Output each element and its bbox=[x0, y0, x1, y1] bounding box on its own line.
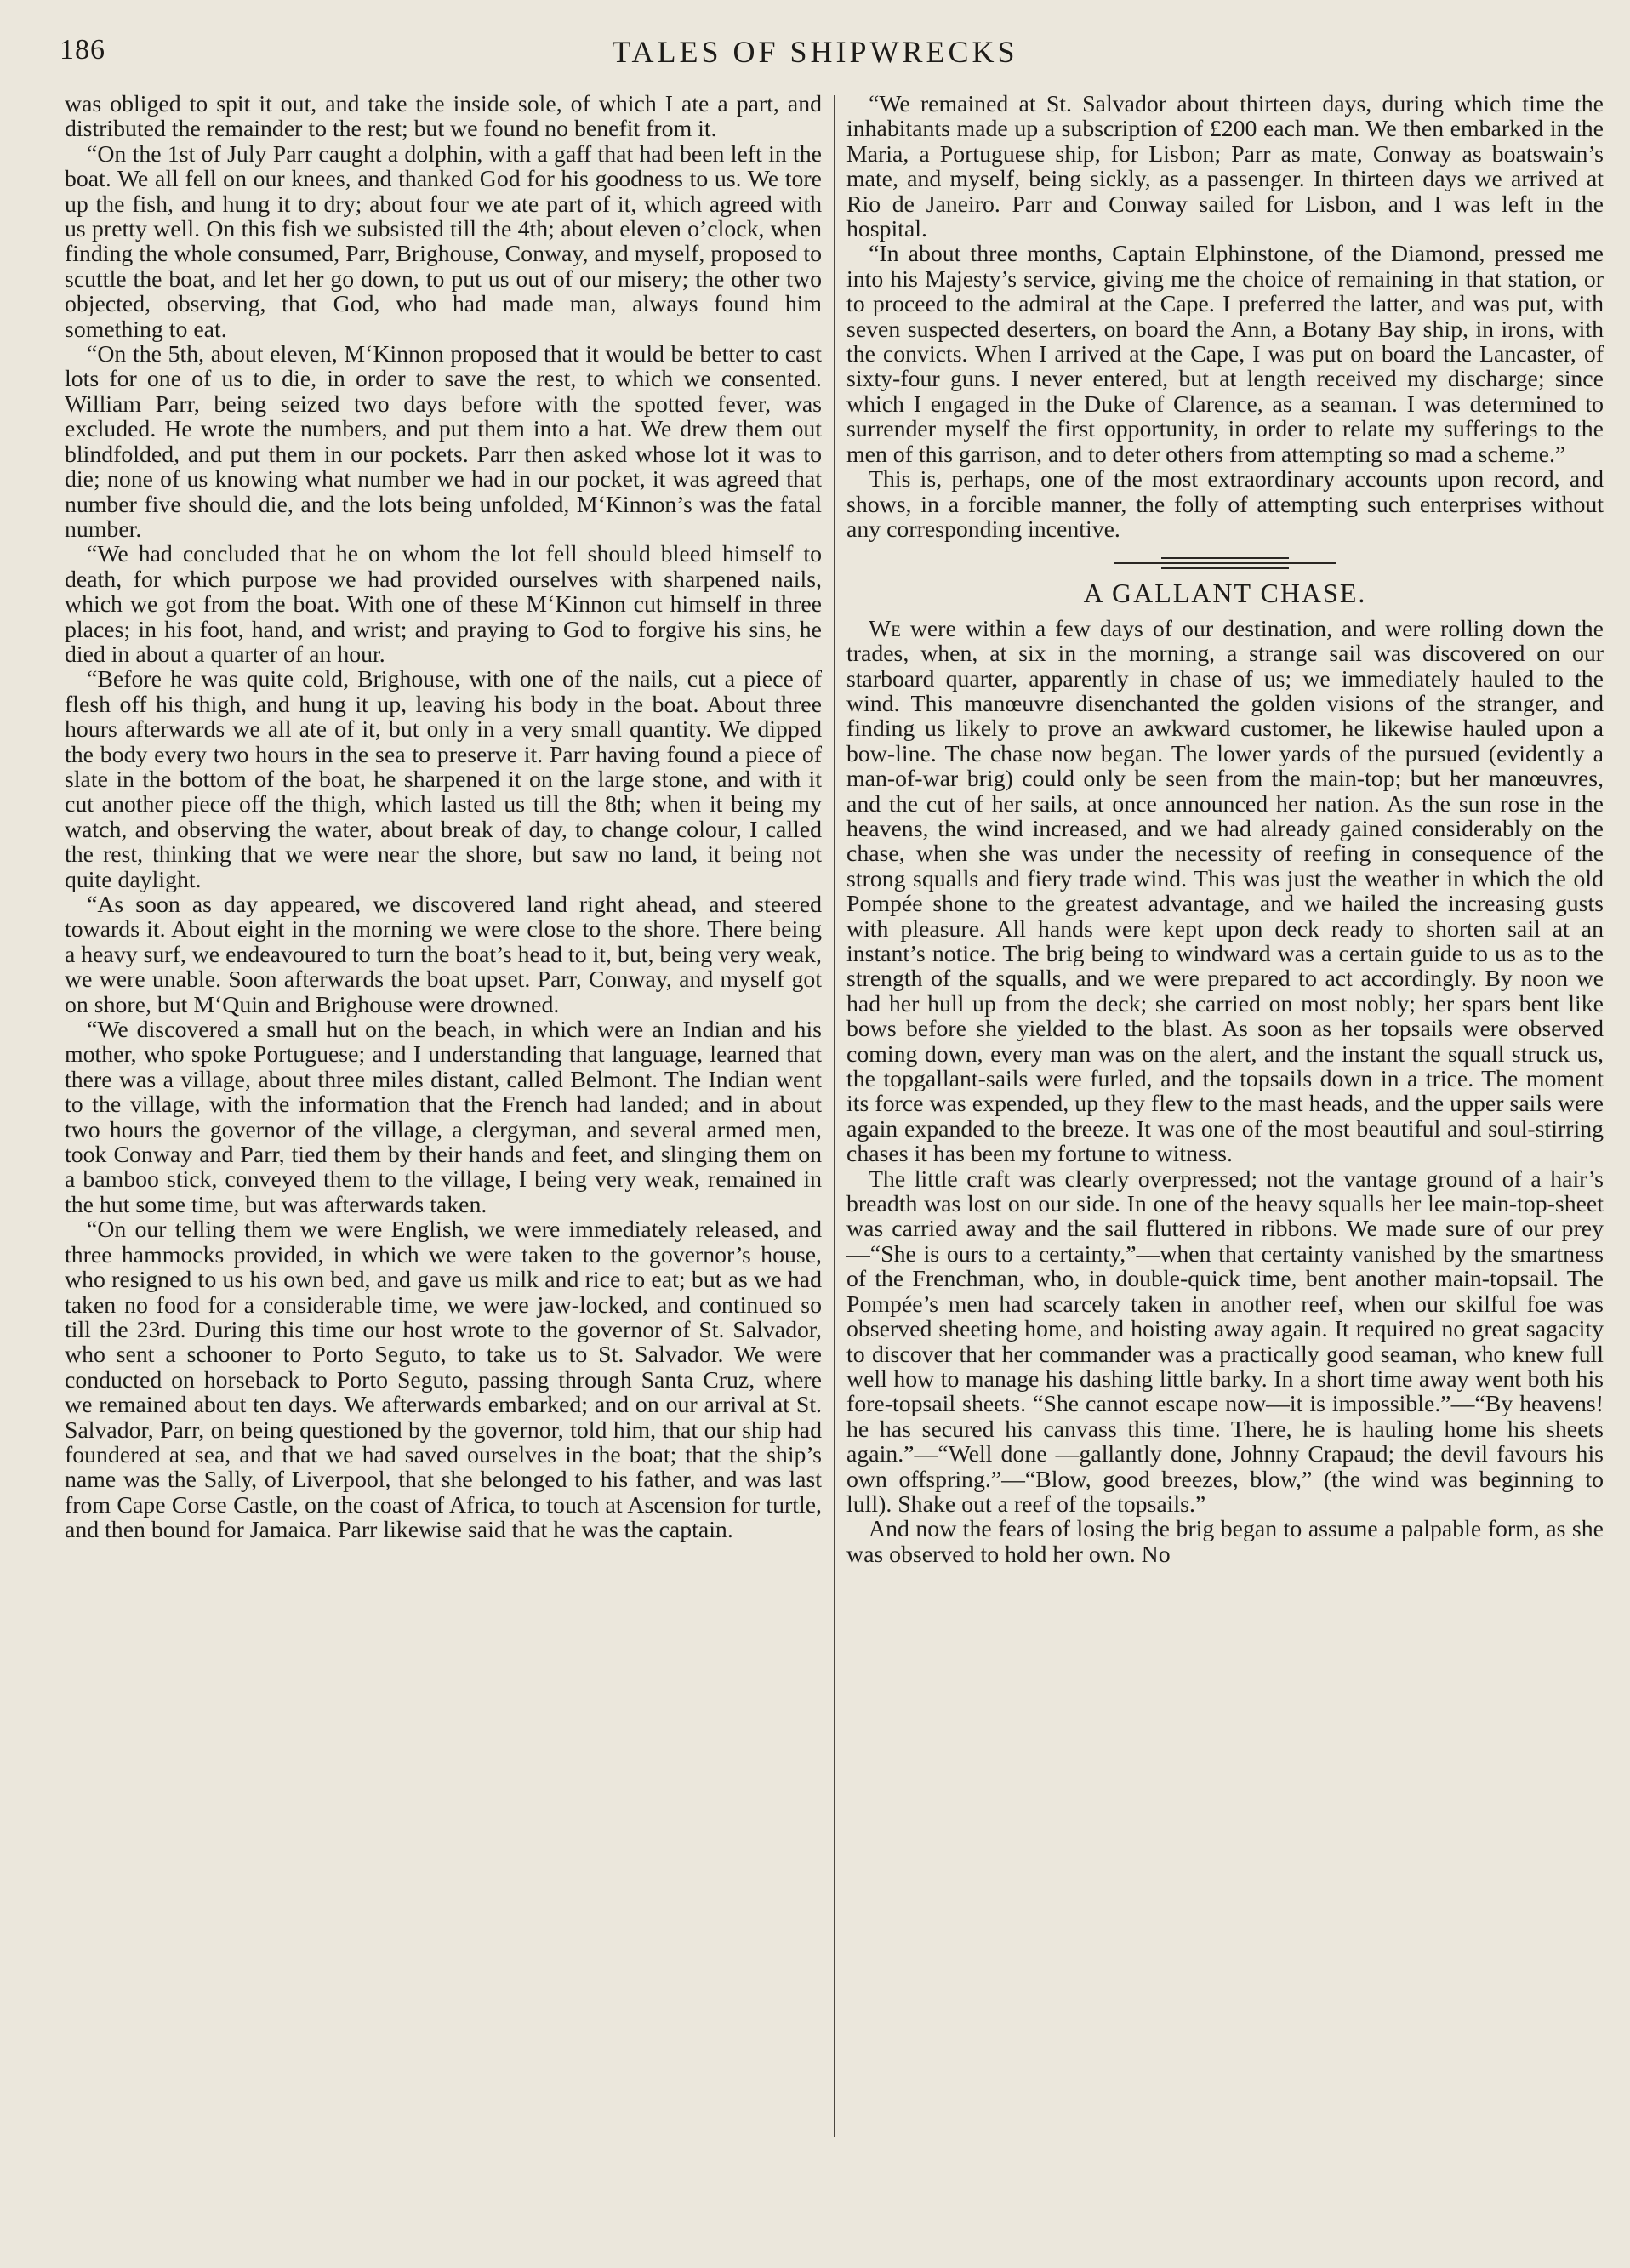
drop-word: We bbox=[869, 615, 901, 642]
section-ornament bbox=[1114, 557, 1336, 569]
paragraph: “We had concluded that he on whom the lot fell should bleed himself to death, for which purpose we had provided ourselves with sharpened nails, which we got from the boat. With one of these M‘Kinnon cut himself in three places; in his foot, hand, and wrist; and praying to God to forgive his sins, he died in about a quarter of an hour. bbox=[65, 541, 822, 668]
paragraph: This is, perhaps, one of the most extraordinary accounts upon record, and shows, in a forcible manner, the folly of attempting such enterprises without any corresponding incentive. bbox=[846, 466, 1604, 543]
running-title: TALES OF SHIPWRECKS bbox=[612, 35, 1018, 69]
paragraph: “On the 5th, about eleven, M‘Kinnon proposed that it would be better to cast lots for one of us to die, in order to save the rest, to which we consented. William Parr, being seized two days before with the spotted fever, was excluded. He wrote the numbers, and put them into a hat. We drew them out blindfolded, and put them in our pockets. Parr then asked whose lot it was to die; none of us knowing what number we had in our pocket, it was agreed that number five should die, and the lots being unfolded, M‘Kinnon’s was the fatal number. bbox=[65, 341, 822, 543]
paragraph: “On the 1st of July Parr caught a dolphin, with a gaff that had been left in the boat. We all fell on our knees, and thanked God for his goodness to us. We tore up the fish, and hung it to dry; about four we ate part of it, which agreed with us pretty well. On this fish we subsisted till the 4th; about eleven o’clock, when finding the whole consumed, Parr, Brighouse, Conway, and myself, proposed to scuttle the boat, and let her go down, to put us out of our misery; the other two objected, observing, that God, who had made man, always found him something to eat. bbox=[65, 140, 822, 343]
ornament-rule bbox=[1161, 557, 1289, 559]
paragraph: “In about three months, Captain Elphinstone, of the Diamond, pressed me into his Majesty’s service, giving me the choice of remaining in that station, or to proceed to the admiral at the Cape. I preferred the latter, and was put, with seven suspected deserters, on board the Ann, a Botany Bay ship, in irons, with the convicts. When I arrived at the Cape, I was put on board the Lancaster, of sixty-four guns. I never entered, but at length received my discharge; since which I engaged in the Duke of Clarence, as a seaman. I was determined to surrender myself the first opportunity, in order to relate my sufferings to the men of this garrison, and to deter others from attempting so mad a scheme.” bbox=[846, 241, 1604, 468]
paragraph: And now the fears of losing the brig began to assume a palpable form, as she was observed to hold her own. No bbox=[846, 1516, 1604, 1568]
paragraph: “As soon as day appeared, we discovered land right ahead, and steered towards it. About eight in the morning we were close to the shore. There being a heavy surf, we endeavoured to turn the boat’s head to it, but, being very weak, we were unable. Soon afterwards the boat upset. Parr, Conway, and myself got on shore, but M‘Quin and Brighouse were drowned. bbox=[65, 892, 822, 1018]
section-title: A GALLANT CHASE. bbox=[1083, 578, 1367, 609]
paragraph: The little craft was clearly overpressed; not the vantage ground of a hair’s breadth was lost on our side. In one of the heavy squalls her lee main-top-sheet was carried away and the sail fluttered in ribbons. We made sure of our prey —“She is ours to a certainty,”—when that certainty vanished by the smartness of the Frenchman, who, in double-quick time, bent another main-topsail. The Pompée’s men had scarcely taken in another reef, when our skilful foe was observed sheeting home, and hoisting away again. It required no great sagacity to discover that her commander was a practically good seaman, who knew full well how to manage his dashing little barky. In a short time away went both his fore-topsail sheets. “She cannot escape now—it is impossible.”—“By heavens! he has secured his canvass this time. There, he is hauling home his sheets again.”—“Well done —gallantly done, Johnny Crapaud; the devil favours his own offspring.”—“Blow, good breezes, blow,” (the wind was beginning to lull). Shake out a reef of the topsails.” bbox=[846, 1165, 1604, 1518]
paragraph bbox=[846, 617, 1604, 1167]
ornament-rule bbox=[1114, 562, 1336, 564]
paragraph-text: were within a few days of our destination, and were rolling down the trades, when, at six in the morning, a strange sail was discovered on our starboard quarter, apparently in chase of us; we immediately hauled to the wind. This manœuvre disenchanted the golden visions of the stranger, and finding us likely to prove an awkward customer, he likewise hauled upon a bow-line. The chase now began. The lower yards of the pursued (evidently a man-of-war brig) could only be seen from the main-top; but her manœuvres, and the cut of her sails, at once announced her nation. As the sun rose in the heavens, the wind increased, and we had already gained considerably on the chase, when she was under the necessity of reefing in consequence of the strong squalls and fiery trade wind. This was just the weather in which the old Pompée shone to the greatest advantage, and we hailed the increasing gusts with pleasure. All hands were kept upon deck ready to shorten sail at an instant’s notice. The brig being to windward was a certain guide to us as to the strength of the squalls, and we were prepared to act accordingly. By noon we had her hull up from the deck; she carried on most nobly; her spars bent like bows before she yielded to the blast. As soon as her topsails were observed coming down, every man was on the alert, and the instant the squall struck us, the topgallant-sails were furled, and the topsails down in a trice. The moment its force was expended, up they flew to the mast heads, and the upper sails were again expanded to the breeze. It was one of the most beautiful and soul-stirring chases it has been my fortune to witness. bbox=[846, 615, 1604, 1168]
column-divider bbox=[834, 95, 835, 2137]
left-column bbox=[65, 92, 822, 1543]
paragraph: “We discovered a small hut on the beach, in which were an Indian and his mother, who spoke Portuguese; and I understanding that language, learned that there was a village, about three miles distant, called Belmont. The Indian went to the village, with the information that the French had landed; and in about two hours the governor of the village, a clergyman, and several armed men, took Conway and Parr, tied them by their hands and feet, and slinging them on a bamboo stick, conveyed them to the village, I being very weak, remained in the hut some time, but was afterwards taken. bbox=[65, 1017, 822, 1218]
paragraph: “Before he was quite cold, Brighouse, with one of the nails, cut a piece of flesh off his thigh, and hung it up, leaving his body in the boat. About three hours afterwards we all ate of it, but only in a very small quantity. We dipped the body every two hours in the sea to preserve it. Parr having found a piece of slate in the bottom of the boat, he sharpened it on the large stone, and with it cut another piece off the thigh, which lasted us till the 8th; when it being my watch, and observing the water, about break of day, to change colour, I called the rest, thinking that we were near the shore, but saw no land, it being not quite daylight. bbox=[65, 666, 822, 893]
page-header bbox=[44, 29, 1586, 75]
ornament-rule bbox=[1161, 567, 1289, 569]
right-column bbox=[846, 92, 1604, 1567]
paragraph: “On our telling them we were English, we were immediately released, and three hammocks provided, in which we were taken to the governor’s house, who resigned to us his own bed, and gave us milk and rice to eat; but as we had taken no food for a considerable time, we were jaw-locked, and continued so till the 23rd. During this time our host wrote to the governor of St. Salvador, who sent a schooner to Porto Seguto, to take us to St. Salvador. We were conducted on horseback to Porto Seguto, passing through Santa Cruz, where we remained about ten days. We afterwards embarked; and on our arrival at St. Salvador, Parr, on being questioned by the governor, told him, that our ship had foundered at sea, and that we had saved ourselves in the boat; that the ship’s name was the Sally, of Liverpool, that she belonged to his father, and was last from Cape Corse Castle, on the coast of Africa, to touch at Ascension for turtle, and then bound for Jamaica. Parr likewise said that he was the captain. bbox=[65, 1217, 822, 1544]
paragraph: was obliged to spit it out, and take the inside sole, of which I ate a part, and distributed the remainder to the rest; but we found no benefit from it. bbox=[65, 91, 822, 143]
paragraph: “We remained at St. Salvador about thirteen days, during which time the inhabitants made up a subscription of £200 each man. We then embarked in the Maria, a Portuguese ship, for Lisbon; Parr as mate, Conway as boatswain’s mate, and myself, being sickly, as a passenger. In thirteen days we arrived at Rio de Janeiro. Parr and Conway sailed for Lisbon, and I was left in the hospital. bbox=[846, 91, 1604, 243]
page-number: 186 bbox=[60, 34, 105, 66]
